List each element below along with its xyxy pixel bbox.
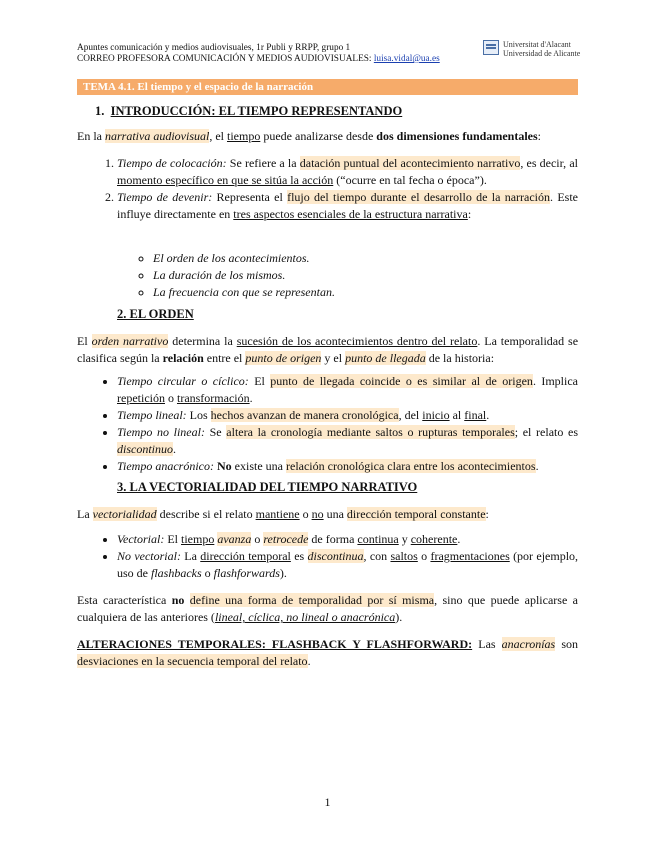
document-body bbox=[77, 103, 578, 670]
header-email-line: CORREO PROFESORA COMUNICACIÓN Y MEDIOS AUDIOVISUALES: luisa.vidal@ua.es bbox=[77, 54, 440, 64]
order-paragraph: El orden narrativo determina la sucesión de los acontecimientos dentro del relato. La temporalidad se clasifica según la relación entre el punto de origen y el punto de llegada de la historia: bbox=[77, 334, 579, 365]
vectoriality-paragraph: La vectorialidad describe si el relato mantiene o no una dirección temporal constante: bbox=[77, 507, 489, 521]
page-header bbox=[77, 43, 440, 65]
list-item: ◦ La frecuencia con que se representan. bbox=[153, 284, 578, 301]
section-2-heading: 2. EL ORDEN bbox=[117, 307, 194, 321]
list-item: • Vectorial: El tiempo avanza o retrocede de forma continua y coherente. bbox=[117, 531, 578, 548]
list-item: 1. Tiempo de colocación: Se refiere a la datación puntual del acontecimiento narrativo, es decir, al momento específico en que se sitúa la acción (“ocurre en tal fecha o época”). bbox=[117, 155, 578, 189]
time-order-list bbox=[77, 373, 578, 475]
list-item: 2. Tiempo de devenir: Representa el flujo del tiempo durante el desarrollo de la narración. Este influye directamente en tres aspectos esenciales de la estructura narrativa: bbox=[117, 189, 578, 223]
section-1-heading: 1. INTRODUCCIÓN: EL TIEMPO REPRESENTANDO bbox=[95, 104, 403, 118]
university-emblem-icon bbox=[483, 40, 499, 55]
email-link[interactable]: luisa.vidal@ua.es bbox=[373, 54, 440, 64]
list-item: ◦ La duración de los mismos. bbox=[153, 267, 578, 284]
list-item: • Tiempo circular o cíclico: El punto de llegada coincide o es similar al de origen. Implica repetición o transformación. bbox=[117, 373, 578, 407]
time-dimensions-list bbox=[77, 155, 578, 223]
list-item: • Tiempo no lineal: Se altera la cronología mediante saltos o rupturas temporales; el relato es discontinuo. bbox=[117, 424, 578, 458]
university-logo: Universitat d'Alacant Universidad de Alicante bbox=[483, 40, 580, 58]
intro-paragraph: En la narrativa audiovisual, el tiempo puede analizarse desde dos dimensiones fundamentales: bbox=[77, 129, 542, 143]
list-item: • No vectorial: La dirección temporal es discontinua, con saltos o fragmentaciones (por ejemplo, uso de flashbacks o flashforwards). bbox=[117, 548, 578, 582]
alterations-heading: ALTERACIONES TEMPORALES: FLASHBACK Y FLASHFORWARD: bbox=[77, 637, 473, 651]
page-number: 1 bbox=[324, 795, 331, 809]
list-item: ◦ El orden de los acontecimientos. bbox=[153, 250, 578, 267]
list-item: • Tiempo anacrónico: No existe una relación cronológica clara entre los acontecimientos. bbox=[117, 458, 578, 475]
section-3-heading: 3. LA VECTORIALIDAD DEL TIEMPO NARRATIVO bbox=[117, 480, 418, 494]
temporal-alterations-paragraph: ALTERACIONES TEMPORALES: FLASHBACK Y FLASHFORWARD: Las anacronías son desviaciones en la secuencia temporal del relato. bbox=[77, 637, 579, 668]
vectoriality-list bbox=[77, 531, 578, 582]
list-item: • Tiempo lineal: Los hechos avanzan de manera cronológica, del inicio al final. bbox=[117, 407, 578, 424]
characteristic-paragraph: Esta característica no define una forma de temporalidad por sí misma, sino que puede aplicarse a cualquiera de las anteriores (lineal, cíclica, no lineal o anacrónica). bbox=[77, 593, 578, 624]
topic-banner: TEMA 4.1. El tiempo y el espacio de la narración bbox=[77, 79, 578, 95]
header-course-line: Apuntes comunicación y medios audiovisuales, 1r Publi y RRPP, grupo 1 bbox=[77, 43, 351, 53]
narrative-aspects-list bbox=[77, 250, 578, 301]
